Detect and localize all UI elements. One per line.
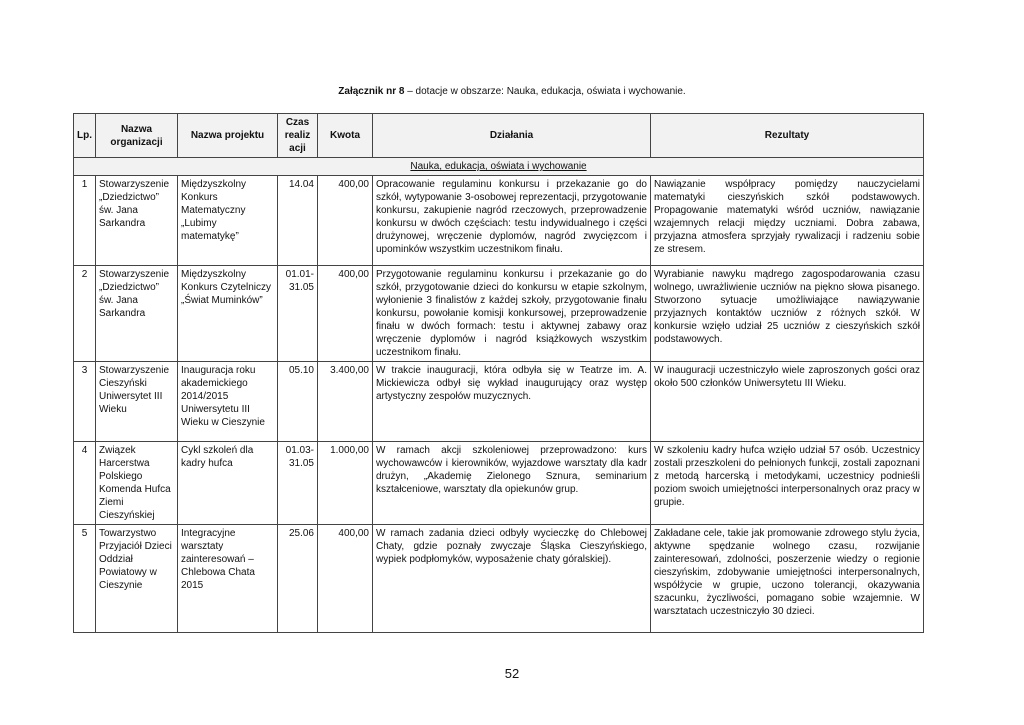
- cell-actions: W trakcie inauguracji, która odbyła się w Teatrze im. A. Mickiewicza odbył się wykład inaugurujący oraz występ artystyczny zespołów muzycznych.: [373, 362, 651, 442]
- cell-results: Wyrabianie nawyku mądrego zagospodarowania czasu wolnego, uwrażliwienie uczniów na piękno słowa pisanego. Stworzono sytuacje umożliwiające nawiązywanie przyjaznych kontaktów uczniów z różnych szkół. W konkursie wzięło udział 25 uczniów z cieszyńskich szkół podstawowych.: [651, 266, 924, 362]
- header-project: Nazwa projektu: [178, 114, 278, 158]
- cell-project: Międzyszkolny Konkurs Czytelniczy „Świat Muminków”: [178, 266, 278, 362]
- cell-results: Zakładane cele, takie jak promowanie zdrowego stylu życia, aktywne spędzanie wolnego czasu, rozwijanie zainteresowań, zdolności, poszerzenie wiedzy o regionie cieszyńskim, zdobywanie umiejętności interpersonalnych, współżycie w grupie, uczono tolerancji, okazywania szacunku, życzliwości, pomagano sobie wzajemnie. W warsztatach uczestniczyło 30 dzieci.: [651, 525, 924, 633]
- header-actions: Działania: [373, 114, 651, 158]
- cell-time: 25.06: [278, 525, 318, 633]
- cell-project: Integracyjne warsztaty zainteresowań – Chlebowa Chata 2015: [178, 525, 278, 633]
- cell-project: Cykl szkoleń dla kadry hufca: [178, 442, 278, 525]
- cell-lp: 5: [74, 525, 96, 633]
- table-row: [74, 176, 924, 266]
- cell-actions: W ramach akcji szkoleniowej przeprowadzono: kurs wychowawców i kierowników, wyjazdowe warsztaty dla kadr drużyn, „Akademię Zielonego Sznura, seminarium kształceniowe, warsztaty dla opiekunów grup.: [373, 442, 651, 525]
- section-row: [74, 158, 924, 176]
- cell-time: 05.10: [278, 362, 318, 442]
- cell-org: Stowarzyszenie Cieszyński Uniwersytet III Wieku: [96, 362, 178, 442]
- cell-org: Stowarzyszenie „Dziedzictwo” św. Jana Sarkandra: [96, 266, 178, 362]
- cell-amount: 1.000,00: [318, 442, 373, 525]
- cell-lp: 1: [74, 176, 96, 266]
- header-org: Nazwa organizacji: [96, 114, 178, 158]
- cell-actions: W ramach zadania dzieci odbyły wycieczkę do Chlebowej Chaty, gdzie poznały zwyczaje Śląska Cieszyńskiego, wypiek podpłomyków, wyposażenie chaty góralskiej).: [373, 525, 651, 633]
- cell-results: Nawiązanie współpracy pomiędzy nauczycielami matematyki cieszyńskich szkół podstawowych. Propagowanie matematyki wśród uczniów, nawiązanie wzajemnych relacji między uczniami. Dobra zabawa, przyjazna atmosfera sprzyjały rywalizacji i radzeniu sobie ze stresem.: [651, 176, 924, 266]
- cell-amount: 400,00: [318, 266, 373, 362]
- cell-org: Stowarzyszenie „Dziedzictwo” św. Jana Sarkandra: [96, 176, 178, 266]
- section-title: Nauka, edukacja, oświata i wychowanie: [74, 158, 924, 176]
- cell-time: 01.03-31.05: [278, 442, 318, 525]
- cell-amount: 3.400,00: [318, 362, 373, 442]
- cell-time: 14.04: [278, 176, 318, 266]
- cell-results: W inauguracji uczestniczyło wiele zaproszonych gości oraz około 500 członków Uniwersytetu III Wieku.: [651, 362, 924, 442]
- cell-amount: 400,00: [318, 176, 373, 266]
- header-amount: Kwota: [318, 114, 373, 158]
- cell-actions: Przygotowanie regulaminu konkursu i przekazanie go do szkół, przygotowanie dzieci do konkursu w etapie szkolnym, wyłonienie 3 finalistów z każdej szkoły, przygotowanie finału konkursu, powołanie komisji konkursowej, przeprowadzenie finału w dwóch formach: testu i aktywnej zabawy oraz wręczenie dyplomów i nagród książkowych wszystkim uczestnikom finału.: [373, 266, 651, 362]
- table-row: [74, 525, 924, 633]
- header-time: Czas realiz acji: [278, 114, 318, 158]
- header-row: [74, 114, 924, 158]
- caption-rest: – dotacje w obszarze: Nauka, edukacja, oświata i wychowanie.: [404, 86, 686, 97]
- cell-lp: 4: [74, 442, 96, 525]
- page-caption: [0, 86, 1024, 97]
- cell-org: Towarzystwo Przyjaciół Dzieci Oddział Powiatowy w Cieszynie: [96, 525, 178, 633]
- cell-project: Inauguracja roku akademickiego 2014/2015 Uniwersytetu III Wieku w Cieszynie: [178, 362, 278, 442]
- table-row: [74, 442, 924, 525]
- page-number: 52: [504, 666, 520, 681]
- table-row: [74, 362, 924, 442]
- cell-lp: 3: [74, 362, 96, 442]
- grants-table: [73, 113, 924, 633]
- cell-project: Międzyszkolny Konkurs Matematyczny „Lubimy matematykę”: [178, 176, 278, 266]
- cell-org: Związek Harcerstwa Polskiego Komenda Hufca Ziemi Cieszyńskiej: [96, 442, 178, 525]
- cell-results: W szkoleniu kadry hufca wzięło udział 57 osób. Uczestnicy zostali przeszkoleni do pełnionych funkcji, zostali zapoznani z metodą harcerską i metodykami, uczestnicy podnieśli poziom swoich umiejętności interpersonalnych oraz pracy w grupie.: [651, 442, 924, 525]
- cell-time: 01.01-31.05: [278, 266, 318, 362]
- caption-bold: Załącznik nr 8: [338, 86, 405, 97]
- cell-lp: 2: [74, 266, 96, 362]
- cell-amount: 400,00: [318, 525, 373, 633]
- cell-actions: Opracowanie regulaminu konkursu i przekazanie go do szkół, wytypowanie 3-osobowej reprezentacji, przygotowanie konkursu, zakupienie nagród rzeczowych, przeprowadzenie konkursu w dwóch częściach: testu indywidualnego i części drużynowej, wręczenie dyplomów, nagród zwycięzcom i upominków wszystkim uczestnikom finału.: [373, 176, 651, 266]
- table-row: [74, 266, 924, 362]
- header-results: Rezultaty: [651, 114, 924, 158]
- header-lp: Lp.: [74, 114, 96, 158]
